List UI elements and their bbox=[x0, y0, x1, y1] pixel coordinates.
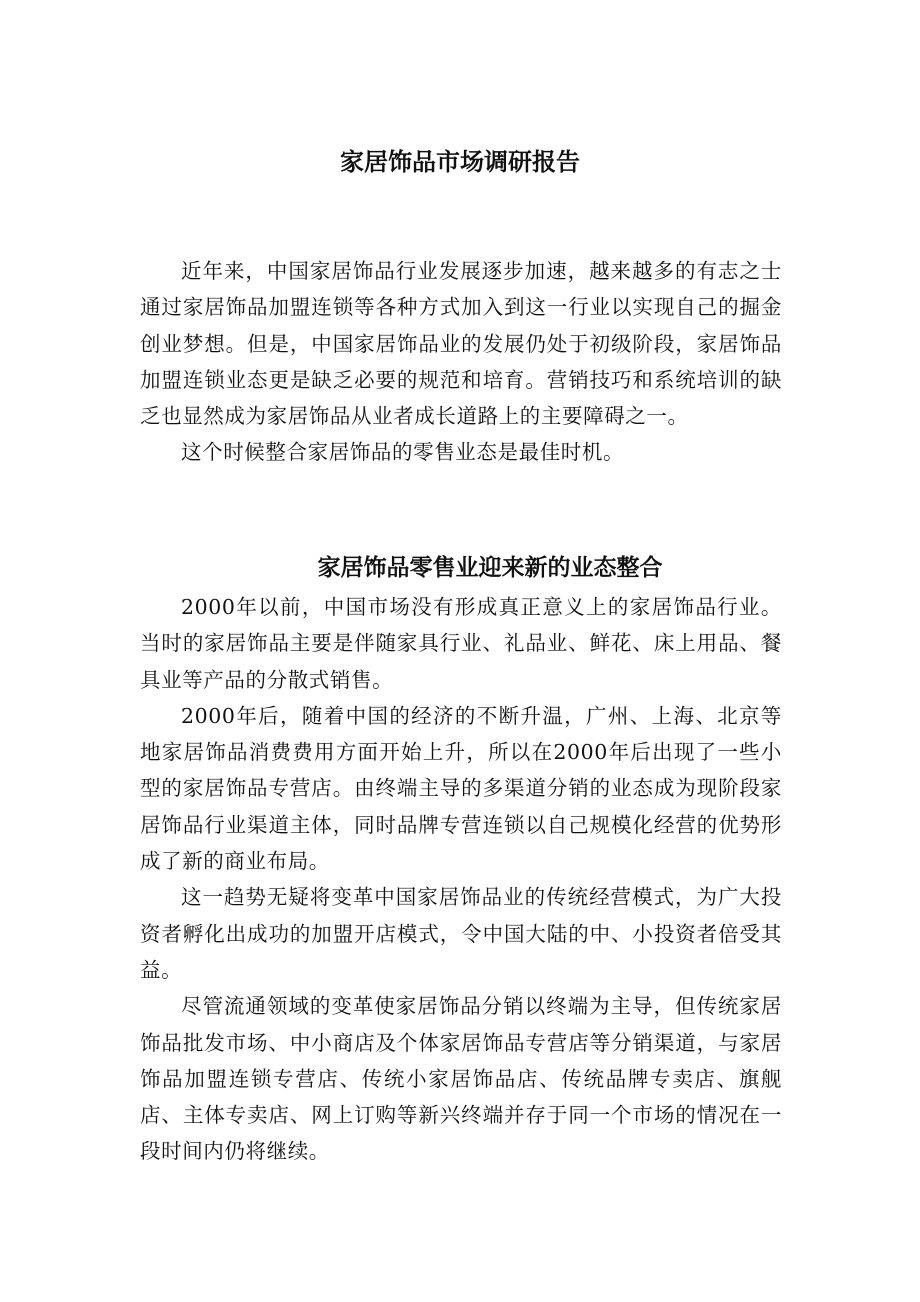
section-paragraph: 2000年以前，中国市场没有形成真正意义上的家居饰品行业。当时的家居饰品主要是伴随家具行业、礼品业、鲜花、床上用品、餐具业等产品的分散式销售。 bbox=[140, 595, 782, 692]
intro-section bbox=[140, 253, 782, 471]
section-paragraph: 这一趋势无疑将变革中国家居饰品业的传统经营模式，为广大投资者孵化出成功的加盟开店模式，令中国大陆的中、小投资者倍受其益。 bbox=[140, 885, 782, 982]
section-paragraph: 尽管流通领域的变革使家居饰品分销以终端为主导，但传统家居饰品批发市场、中小商店及个体家居饰品专营店等分销渠道，与家居饰品加盟连锁专营店、传统小家居饰品店、传统品牌专卖店、旗舰店、主体专卖店、网上订购等新兴终端并存于同一个市场的情况在一段时间内仍将继续。 bbox=[140, 994, 782, 1164]
section-paragraph: 2000年后，随着中国的经济的不断升温，广州、上海、北京等地家居饰品消费费用方面开始上升，所以在2000年后出现了一些小型的家居饰品专营店。由终端主导的多渠道分销的业态成为现阶段家居饰品行业渠道主体，同时品牌专营连锁以自己规模化经营的优势形成了新的商业布局。 bbox=[140, 703, 782, 874]
intro-paragraph: 这个时候整合家居饰品的零售业态是最佳时机。 bbox=[181, 440, 625, 465]
intro-paragraph: 近年来，中国家居饰品行业发展逐步加速，越来越多的有志之士通过家居饰品加盟连锁等各种方式加入到这一行业以实现自己的掘金创业梦想。但是，中国家居饰品业的发展仍处于初级阶段，家居饰品加盟连锁业态更是缺乏必要的规范和培育。营销技巧和系统培训的缺乏也显然成为家居饰品从业者成长道路上的主要障碍之一。 bbox=[140, 259, 782, 429]
section-heading: 家居饰品零售业迎来新的业态整合 bbox=[317, 555, 663, 581]
retail-section bbox=[140, 589, 782, 1170]
document-title: 家居饰品市场调研报告 bbox=[340, 148, 580, 176]
